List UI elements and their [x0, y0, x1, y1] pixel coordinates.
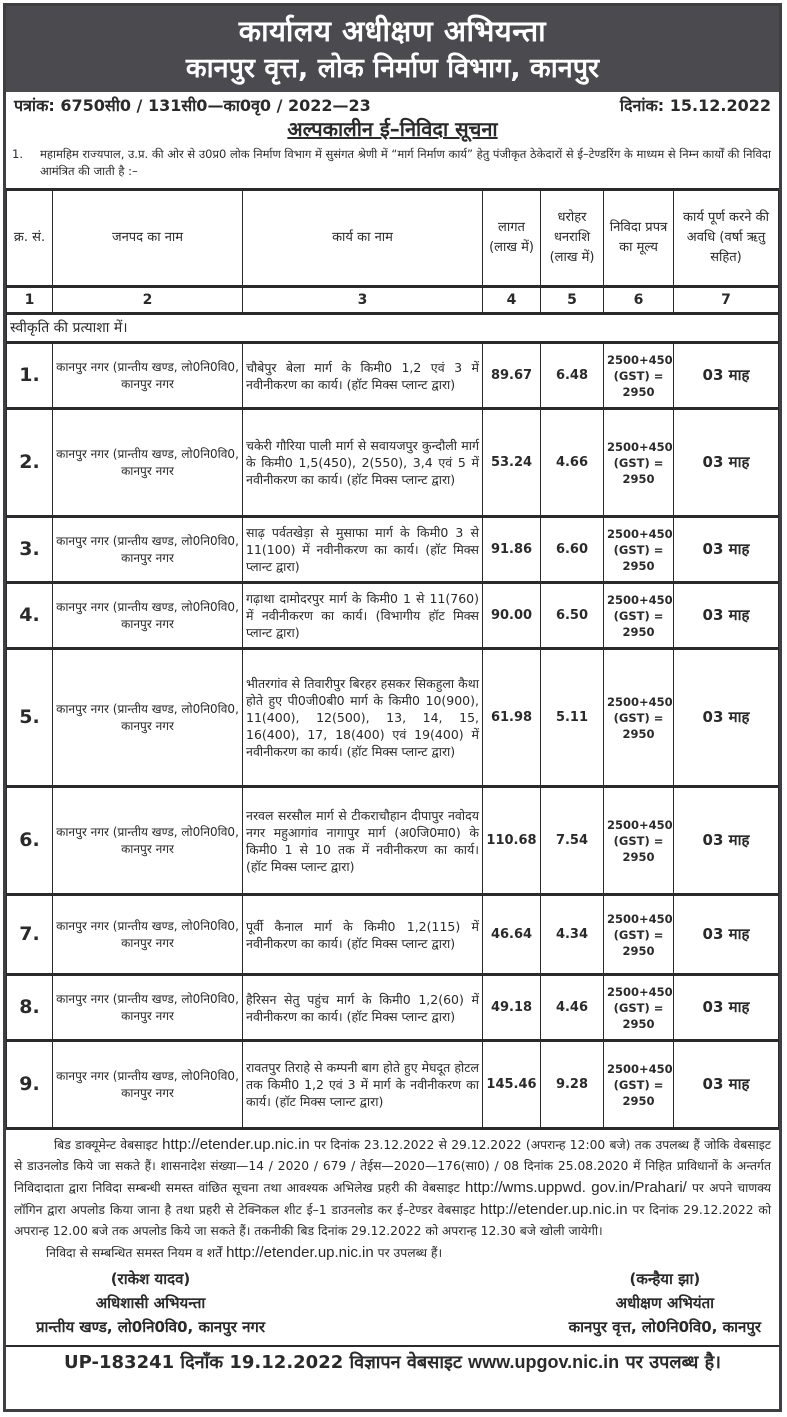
signatory-office: प्रान्तीय खण्ड, लो0नि0वि0, कानपुर नगर — [36, 1318, 265, 1336]
form-fee-cell: 2500+450 (GST) = 2950 — [604, 343, 674, 409]
signatory-name: (राकेश यादव) — [110, 1270, 191, 1288]
duration-cell: 03 माह — [674, 975, 779, 1041]
district-cell: कानपुर नगर (प्रान्तीय खण्ड, लो0नि0वि0, कानपुर नगर — [53, 787, 243, 895]
terms-text-a: निविदा से सम्बन्धित समस्त नियम व शर्तें — [46, 1246, 227, 1260]
intro-number: 1. — [12, 147, 23, 161]
work-name-cell: चौबेपुर बेला मार्ग के किमी0 1,2 एवं 3 में नवीनीकरण का कार्य। (हॉट मिक्स प्लान्ट द्वारा) — [243, 343, 483, 409]
header-cost: लागत (लाख में) — [483, 190, 541, 287]
notice-title: अल्पकालीन ई–निविदा सूचना — [287, 117, 498, 141]
table-row — [7, 1041, 779, 1129]
footer-text-a: UP-183241 दिनाँक 19.12.2022 विज्ञापन वेबसाइट — [64, 1352, 469, 1373]
signatory-office: कानपुर वृत्त, लो0नि0वि0, कानपुर — [568, 1318, 761, 1336]
table-row — [7, 975, 779, 1041]
signatory-superintending-engineer — [569, 1267, 761, 1341]
form-fee-cell: 2500+450 (GST) = 2950 — [604, 975, 674, 1041]
cost-cell: 53.24 — [483, 409, 541, 517]
duration-cell: 03 माह — [674, 895, 779, 975]
signatory-designation: अधीक्षण अभियंता — [615, 1294, 715, 1312]
header-emd: धरोहर धनराशि (लाख में) — [541, 190, 604, 287]
cost-cell: 145.46 — [483, 1041, 541, 1129]
table-body — [7, 343, 779, 1129]
header-duration: कार्य पूर्ण करने की अवधि (वर्षा ऋतु सहित) — [674, 190, 779, 287]
emd-cell: 5.11 — [541, 649, 604, 787]
tender-table — [6, 188, 779, 1130]
district-cell: कानपुर नगर (प्रान्तीय खण्ड, लो0नि0वि0, कानपुर नगर — [53, 895, 243, 975]
duration-cell: 03 माह — [674, 517, 779, 583]
header-form-fee: निविदा प्रपत्र का मूल्य — [604, 190, 674, 287]
table-row — [7, 895, 779, 975]
emd-cell: 4.66 — [541, 409, 604, 517]
column-number-row — [7, 287, 779, 314]
terms-text-b: पर उपलब्ध हैं। — [373, 1246, 443, 1260]
column-number: 6 — [604, 287, 674, 314]
table-row — [7, 583, 779, 649]
serial-number-cell: 8. — [7, 975, 53, 1041]
header-work-name: कार्य का नाम — [243, 190, 483, 287]
table-row — [7, 517, 779, 583]
letter-number-value: 6750सी0 / 131सी0—का0वृ0 / 2022—23 — [60, 96, 371, 115]
notice-date — [620, 94, 771, 116]
details-text-a: बिड डाक्यूमेन्ट वेबसाइट — [54, 1138, 163, 1152]
cost-cell: 110.68 — [483, 787, 541, 895]
emd-cell: 6.60 — [541, 517, 604, 583]
office-subtitle: कानपुर वृत्त, लोक निर्माण विभाग, कानपुर — [185, 53, 600, 84]
form-fee-cell: 2500+450 (GST) = 2950 — [604, 517, 674, 583]
date-label: दिनांक: — [619, 96, 665, 115]
emd-cell: 9.28 — [541, 1041, 604, 1129]
work-name-cell: रावतपुर तिराहे से कम्पनी बाग होते हुए मेघदूत होटल तक किमी0 1,2 एवं 3 में मार्ग के नवीनीकरण का कार्य। (हॉट मिक्स प्लान्ट द्वारा) — [243, 1041, 483, 1129]
form-fee-cell: 2500+450 (GST) = 2950 — [604, 409, 674, 517]
terms-etender-link[interactable]: http://etender.up.nic.in — [226, 1244, 374, 1261]
details-text-c: पर अपने चाणक्य लॉगिन द्वारा अपलोड किया जाना है तथा प्रहरी से टेक्निकल शीट ई–1 डाउनलोड कर ई–टेण्डर वेबसाइट — [14, 1181, 771, 1217]
serial-number-cell: 4. — [7, 583, 53, 649]
signatory-executive-engineer — [36, 1267, 265, 1341]
serial-number-cell: 9. — [7, 1041, 53, 1129]
district-cell: कानपुर नगर (प्रान्तीय खण्ड, लो0नि0वि0, कानपुर नगर — [53, 649, 243, 787]
work-name-cell: चकेरी गौरिया पाली मार्ग से सवायजपुर कुन्दौली मार्ग के किमी0 1,5(450), 2(550), 3,4 एवं 5 में नवीनीकरण का कार्य। (हॉट मिक्स प्लान्ट द्वारा) — [243, 409, 483, 517]
upgov-link[interactable]: www.upgov.nic.in — [468, 1352, 620, 1372]
cost-cell: 49.18 — [483, 975, 541, 1041]
district-cell: कानपुर नगर (प्रान्तीय खण्ड, लो0नि0वि0, कानपुर नगर — [53, 409, 243, 517]
duration-cell: 03 माह — [674, 343, 779, 409]
signatory-name: (कन्हैया झा) — [629, 1270, 701, 1288]
form-fee-cell: 2500+450 (GST) = 2950 — [604, 649, 674, 787]
column-number: 2 — [53, 287, 243, 314]
reference-line — [6, 92, 779, 116]
cost-cell: 91.86 — [483, 517, 541, 583]
intro-text: महामहिम राज्यपाल, उ.प्र. की ओर से उ0प्र0 लोक निर्माण विभाग में सुसंगत श्रेणी में “मार्ग निर्माण कार्य” हेतु पंजीकृत ठेकेदारों से ई–टेण्डरिंग के माध्यम से निम्न कार्यों की निविदा आमंत्रित की जाती है :– — [40, 147, 771, 178]
column-number: 5 — [541, 287, 604, 314]
signatory-designation: अधिशासी अभियन्ता — [95, 1294, 206, 1312]
header-serial: क्र. सं. — [7, 190, 53, 287]
work-name-cell: गढ़ाथा दामोदरपुर मार्ग के किमी0 1 से 11(760) में नवीनीकरण का कार्य। (विभागीय हॉट मिक्स प्लान्ट द्वारा) — [243, 583, 483, 649]
table-row — [7, 409, 779, 517]
duration-cell: 03 माह — [674, 649, 779, 787]
work-name-cell: हैरिसन सेतु पहुंच मार्ग के किमी0 1,2(60) में नवीनीकरण का कार्य। (हॉट मिक्स प्लान्ट द्वारा) — [243, 975, 483, 1041]
cost-cell: 61.98 — [483, 649, 541, 787]
work-name-cell: पूर्वी कैनाल मार्ग के किमी0 1,2(115) में नवीनीकरण का कार्य। (हॉट मिक्स प्लान्ट द्वारा) — [243, 895, 483, 975]
column-number: 7 — [674, 287, 779, 314]
form-fee-cell: 2500+450 (GST) = 2950 — [604, 787, 674, 895]
emd-cell: 6.50 — [541, 583, 604, 649]
serial-number-cell: 2. — [7, 409, 53, 517]
table-row — [7, 343, 779, 409]
header-district: जनपद का नाम — [53, 190, 243, 287]
serial-number-cell: 1. — [7, 343, 53, 409]
form-fee-cell: 2500+450 (GST) = 2950 — [604, 583, 674, 649]
date-value: 15.12.2022 — [669, 96, 771, 115]
table-row — [7, 649, 779, 787]
signatures — [6, 1263, 779, 1345]
column-number: 1 — [7, 287, 53, 314]
section-label: स्वीकृति की प्रत्याशा में। — [7, 314, 779, 343]
emd-cell: 4.46 — [541, 975, 604, 1041]
district-cell: कानपुर नगर (प्रान्तीय खण्ड, लो0नि0वि0, कानपुर नगर — [53, 975, 243, 1041]
tender-notice-page — [3, 3, 782, 1412]
form-fee-cell: 2500+450 (GST) = 2950 — [604, 895, 674, 975]
duration-cell: 03 माह — [674, 583, 779, 649]
cost-cell: 46.64 — [483, 895, 541, 975]
cost-cell: 90.00 — [483, 583, 541, 649]
letter-number-label: पत्रांक: — [14, 96, 55, 115]
bid-details-paragraph — [6, 1130, 779, 1242]
etender-link-2[interactable]: http://etender.up.nic.in — [479, 1201, 628, 1218]
office-banner — [6, 6, 779, 92]
serial-number-cell: 7. — [7, 895, 53, 975]
table-header-row — [7, 190, 779, 287]
table-row — [7, 787, 779, 895]
work-name-cell: साढ़ पर्वतखेड़ा से मुसाफा मार्ग के किमी0 3 से 11(100) में नवीनीकरण का कार्य। (हॉट मिक्स प्लान्ट द्वारा) — [243, 517, 483, 583]
work-name-cell: नरवल सरसौल मार्ग से टीकराचौहान दीपापुर नवोदय नगर महुआगांव नागापुर मार्ग (अ0जि0मा0) के किमी0 1 से 10 तक में नवीनीकरण का कार्य। (हॉट मिक्स प्लान्ट द्वारा) — [243, 787, 483, 895]
office-title: कार्यालय अधीक्षण अभियन्ता — [238, 14, 547, 48]
prahari-link[interactable]: http://wms.uppwd. gov.in/Prahari/ — [464, 1179, 687, 1196]
serial-number-cell: 6. — [7, 787, 53, 895]
district-cell: कानपुर नगर (प्रान्तीय खण्ड, लो0नि0वि0, कानपुर नगर — [53, 517, 243, 583]
emd-cell: 7.54 — [541, 787, 604, 895]
duration-cell: 03 माह — [674, 1041, 779, 1129]
cost-cell: 89.67 — [483, 343, 541, 409]
terms-line — [6, 1242, 779, 1263]
details-text-d: पर दिनांक 29.12.2022 को अपरान्ह 12.00 बजे तक अपलोड किये जा सकते हैं। तकनीकी बिड दिनांक 29.12.2022 को अपरान्ह 12.30 बजे खोली जायेगी। — [14, 1203, 772, 1238]
column-number: 3 — [243, 287, 483, 314]
emd-cell: 4.34 — [541, 895, 604, 975]
footer-text-b: पर उपलब्ध है। — [619, 1352, 721, 1373]
form-fee-cell: 2500+450 (GST) = 2950 — [604, 1041, 674, 1129]
district-cell: कानपुर नगर (प्रान्तीय खण्ड, लो0नि0वि0, कानपुर नगर — [53, 1041, 243, 1129]
etender-link[interactable]: http://etender.up.nic.in — [162, 1136, 310, 1153]
district-cell: कानपुर नगर (प्रान्तीय खण्ड, लो0नि0वि0, कानपुर नगर — [53, 583, 243, 649]
duration-cell: 03 माह — [674, 787, 779, 895]
column-number: 4 — [483, 287, 541, 314]
serial-number-cell: 5. — [7, 649, 53, 787]
emd-cell: 6.48 — [541, 343, 604, 409]
intro-paragraph — [6, 146, 779, 188]
details-text-b: पर दिनांक 23.12.2022 से 29.12.2022 (अपरान्ह 12:00 बजे) तक उपलब्ध हैं जोकि वेबसाइट से डाउनलोड किये जा सकते हैं। शासनादेश संख्या—14 / 2020 / 679 / तेईस—2020—176(सा0) / 08 दिनांक 25.08.2020 में निहित प्राविधानों के अन्तर्गत निविदादाता द्वारा निविदा सम्बन्धी समस्त वांछित सूचना तथा आवश्यक अभिलेख प्रहरी की वेबसाइट — [14, 1138, 771, 1195]
district-cell: कानपुर नगर (प्रान्तीय खण्ड, लो0नि0वि0, कानपुर नगर — [53, 343, 243, 409]
advertisement-footer — [6, 1345, 779, 1381]
letter-number — [14, 94, 371, 116]
duration-cell: 03 माह — [674, 409, 779, 517]
serial-number-cell: 3. — [7, 517, 53, 583]
section-row — [7, 314, 779, 343]
work-name-cell: भीतरगांव से तिवारीपुर बिरहर हसकर सिकहुला कैथा होते हुए पी0जी0बी0 मार्ग के किमी0 10(900), 11(400), 12(500), 13, 14, 15, 16(400), 17, 18(400) एवं 19(400) में नवीनीकरण का कार्य। (हॉट मिक्स प्लान्ट द्वारा) — [243, 649, 483, 787]
